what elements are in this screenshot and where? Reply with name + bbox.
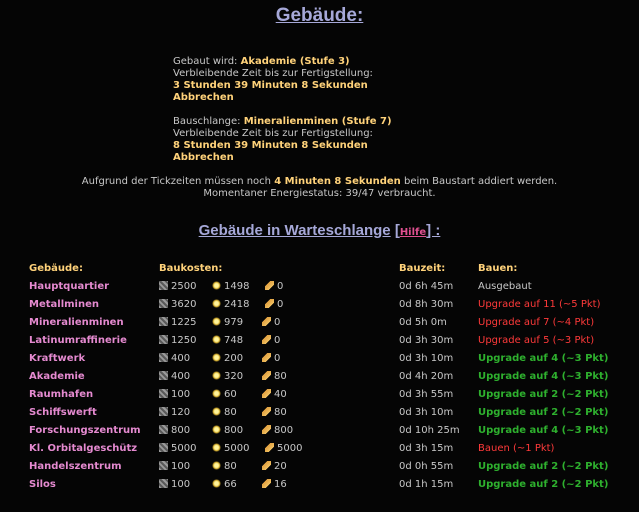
cost-value: 80 (274, 407, 287, 418)
cost-value: 60 (224, 389, 237, 400)
table-row (0, 461, 639, 479)
building-name-link[interactable]: Raumhafen (29, 389, 94, 400)
building-name-link[interactable]: Latinumraffinerie (29, 335, 127, 346)
cost-value: 2418 (224, 299, 250, 310)
table-row (0, 281, 639, 299)
upgrade-link[interactable]: Upgrade auf 4 (~3 Pkt) (478, 371, 609, 382)
cost-crystal (212, 299, 249, 310)
cost-value: 100 (171, 461, 191, 472)
cost-value: 5000 (224, 443, 250, 454)
queue-slot-remaining: 8 Stunden 39 Minuten 8 Sekunden (173, 140, 368, 151)
build-time: 0d 3h 10m (399, 407, 454, 418)
table-row (0, 299, 639, 317)
tick-notice-post: beim Baustart addiert werden. (403, 176, 558, 187)
energy-resource-icon (262, 353, 271, 362)
cost-value: 200 (224, 353, 244, 364)
cost-value: 320 (224, 371, 244, 382)
build-time: 0d 3h 15m (399, 443, 454, 454)
crystal-resource-icon (212, 443, 221, 452)
cost-energy (262, 407, 287, 418)
cost-energy (265, 281, 283, 292)
energy-resource-icon (262, 425, 271, 434)
cost-value: 5000 (277, 443, 303, 454)
crystal-resource-icon (212, 461, 221, 470)
building-name-link[interactable]: Handelszentrum (29, 461, 122, 472)
energy-resource-icon (262, 389, 271, 398)
cost-crystal (212, 425, 243, 436)
cost-value: 3620 (171, 299, 197, 310)
cost-energy (265, 443, 302, 454)
construction-remaining: 3 Stunden 39 Minuten 8 Sekunden (173, 80, 368, 91)
cost-metal (159, 425, 190, 436)
building-name-link[interactable]: Metallminen (29, 299, 99, 310)
queue-slot-info (173, 116, 392, 164)
cost-metal (159, 281, 196, 292)
cost-energy (265, 299, 283, 310)
cost-value: 5000 (171, 443, 197, 454)
cost-value: 800 (274, 425, 294, 436)
header-time: Bauzeit: (399, 263, 446, 274)
metal-resource-icon (159, 479, 168, 488)
header-build: Bauen: (478, 263, 518, 274)
upgrade-link[interactable]: Upgrade auf 2 (~2 Pkt) (478, 407, 609, 418)
cost-crystal (212, 389, 237, 400)
building-name-link[interactable]: Hauptquartier (29, 281, 110, 292)
cost-value: 100 (171, 389, 191, 400)
cost-value: 16 (274, 479, 287, 490)
upgrade-link[interactable]: Upgrade auf 4 (~3 Pkt) (478, 425, 609, 436)
cost-value: 979 (224, 317, 244, 328)
cost-crystal (212, 461, 237, 472)
build-time: 0d 3h 10m (399, 353, 454, 364)
table-row (0, 371, 639, 389)
build-time: 0d 1h 15m (399, 479, 454, 490)
crystal-resource-icon (212, 317, 221, 326)
upgrade-link[interactable]: Upgrade auf 4 (~3 Pkt) (478, 353, 609, 364)
cost-value: 0 (277, 281, 284, 292)
queue-slot-remaining-label: Verbleibende Zeit bis zur Fertigstellung: (173, 128, 373, 139)
crystal-resource-icon (212, 407, 221, 416)
queue-close-bracket: ] : (426, 222, 441, 239)
cost-value: 0 (277, 299, 284, 310)
table-row (0, 479, 639, 497)
help-link[interactable]: Hilfe (399, 227, 427, 238)
cancel-queue-slot-link[interactable]: Abbrechen (173, 152, 234, 163)
cost-value: 0 (274, 353, 281, 364)
cost-crystal (212, 479, 237, 490)
table-row (0, 407, 639, 425)
upgrade-link[interactable]: Upgrade auf 2 (~2 Pkt) (478, 479, 609, 490)
cost-crystal (212, 407, 237, 418)
cost-metal (159, 407, 190, 418)
build-status: Upgrade auf 5 (~3 Pkt) (478, 335, 595, 346)
crystal-resource-icon (212, 353, 221, 362)
upgrade-link[interactable]: Upgrade auf 2 (~2 Pkt) (478, 461, 609, 472)
crystal-resource-icon (212, 371, 221, 380)
energy-status: Momentaner Energiestatus: 39/47 verbraucht. (203, 188, 436, 199)
building-name-link[interactable]: Kraftwerk (29, 353, 86, 364)
crystal-resource-icon (212, 479, 221, 488)
cost-value: 800 (224, 425, 244, 436)
metal-resource-icon (159, 371, 168, 380)
construction-item: Akademie (Stufe 3) (240, 56, 350, 67)
build-time: 0d 5h 0m (399, 317, 447, 328)
queue-title-text: Gebäude in Warteschlange (198, 222, 391, 239)
tick-notice (0, 176, 639, 188)
cost-value: 748 (224, 335, 244, 346)
cost-metal (159, 461, 190, 472)
construction-label: Gebaut wird: (173, 56, 238, 67)
cost-value: 66 (224, 479, 237, 490)
metal-resource-icon (159, 299, 168, 308)
cost-metal (159, 443, 196, 454)
table-row (0, 317, 639, 335)
cost-metal (159, 479, 190, 490)
header-building: Gebäude: (29, 263, 83, 274)
cost-value: 120 (171, 407, 191, 418)
table-row (0, 443, 639, 461)
energy-resource-icon (262, 371, 271, 380)
energy-resource-icon (262, 407, 271, 416)
queue-open-bracket: [ (394, 222, 400, 239)
cost-energy (262, 461, 287, 472)
build-time: 0d 0h 55m (399, 461, 454, 472)
build-time: 0d 4h 20m (399, 371, 454, 382)
energy-resource-icon (265, 443, 274, 452)
build-status: Upgrade auf 7 (~4 Pkt) (478, 317, 595, 328)
construction-remaining-label: Verbleibende Zeit bis zur Fertigstellung: (173, 68, 373, 79)
cost-value: 20 (274, 461, 287, 472)
cost-energy (262, 371, 287, 382)
cost-crystal (212, 371, 243, 382)
cost-metal (159, 371, 190, 382)
cost-crystal (212, 317, 243, 328)
metal-resource-icon (159, 335, 168, 344)
upgrade-link[interactable]: Upgrade auf 2 (~2 Pkt) (478, 389, 609, 400)
building-name-link[interactable]: Akademie (29, 371, 85, 382)
cost-value: 100 (171, 479, 191, 490)
cost-value: 800 (171, 425, 191, 436)
cost-value: 0 (274, 335, 281, 346)
table-row (0, 389, 639, 407)
cost-energy (262, 335, 280, 346)
metal-resource-icon (159, 389, 168, 398)
build-status: Ausgebaut (478, 281, 532, 292)
building-name-link[interactable]: Forschungszentrum (29, 425, 141, 436)
cost-energy (262, 389, 287, 400)
building-name-link[interactable]: Silos (29, 479, 56, 490)
cost-energy (262, 425, 293, 436)
tick-notice-pre: Aufgrund der Tickzeiten müssen noch (81, 176, 272, 187)
energy-resource-icon (265, 299, 274, 308)
build-status: Upgrade auf 11 (~5 Pkt) (478, 299, 601, 310)
cost-value: 2500 (171, 281, 197, 292)
queue-title (0, 222, 639, 239)
build-status: Bauen (~1 Pkt) (478, 443, 555, 454)
metal-resource-icon (159, 443, 168, 452)
cost-metal (159, 299, 196, 310)
metal-resource-icon (159, 353, 168, 362)
energy-resource-icon (262, 317, 271, 326)
cost-metal (159, 389, 190, 400)
cost-value: 0 (274, 317, 281, 328)
build-time: 0d 6h 45m (399, 281, 454, 292)
building-name-link[interactable]: Schiffswerft (29, 407, 97, 418)
crystal-resource-icon (212, 335, 221, 344)
crystal-resource-icon (212, 299, 221, 308)
queue-slot-label: Bauschlange: (173, 116, 241, 127)
cost-energy (262, 479, 287, 490)
cost-value: 80 (274, 371, 287, 382)
header-cost: Baukosten: (159, 263, 223, 274)
cost-energy (262, 317, 280, 328)
cost-crystal (212, 335, 243, 346)
table-row (0, 353, 639, 371)
build-time: 0d 8h 30m (399, 299, 454, 310)
cost-metal (159, 317, 196, 328)
cost-metal (159, 353, 190, 364)
energy-resource-icon (262, 335, 271, 344)
cost-value: 80 (224, 461, 237, 472)
build-time: 0d 3h 30m (399, 335, 454, 346)
cost-energy (262, 353, 280, 364)
construction-info (173, 56, 373, 104)
cost-crystal (212, 443, 249, 454)
metal-resource-icon (159, 461, 168, 470)
energy-resource-icon (262, 479, 271, 488)
cost-crystal (212, 281, 249, 292)
cost-value: 40 (274, 389, 287, 400)
metal-resource-icon (159, 425, 168, 434)
queue-slot-item: Mineralienminen (Stufe 7) (243, 116, 392, 127)
cost-value: 400 (171, 371, 191, 382)
cost-value: 1498 (224, 281, 250, 292)
cost-metal (159, 335, 196, 346)
cost-value: 1225 (171, 317, 197, 328)
cost-value: 80 (224, 407, 237, 418)
energy-resource-icon (265, 281, 274, 290)
cost-value: 1250 (171, 335, 197, 346)
cancel-construction-link[interactable]: Abbrechen (173, 92, 234, 103)
table-row (0, 335, 639, 353)
crystal-resource-icon (212, 389, 221, 398)
cost-value: 400 (171, 353, 191, 364)
building-name-link[interactable]: Mineralienminen (29, 317, 124, 328)
energy-resource-icon (262, 461, 271, 470)
page-title: Gebäude: (275, 5, 364, 26)
build-time: 0d 3h 55m (399, 389, 454, 400)
building-name-link[interactable]: Kl. Orbitalgeschütz (29, 443, 138, 454)
metal-resource-icon (159, 281, 168, 290)
crystal-resource-icon (212, 425, 221, 434)
tick-notice-duration: 4 Minuten 8 Sekunden (274, 176, 401, 187)
build-time: 0d 10h 25m (399, 425, 460, 436)
cost-crystal (212, 353, 243, 364)
table-row (0, 425, 639, 443)
crystal-resource-icon (212, 281, 221, 290)
metal-resource-icon (159, 317, 168, 326)
metal-resource-icon (159, 407, 168, 416)
